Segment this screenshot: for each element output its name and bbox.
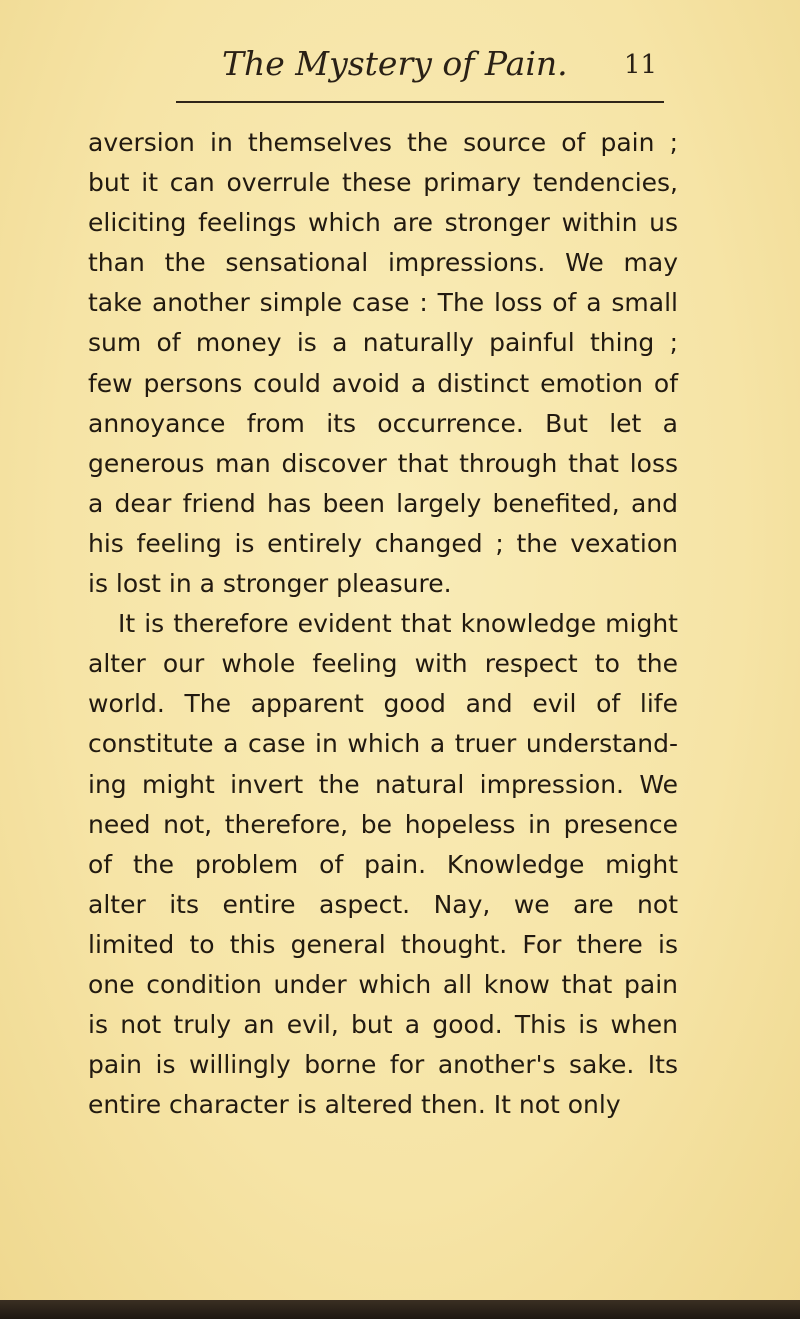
text-line: entire character is altered then. It not only <box>88 1090 621 1120</box>
text-line: generous man discover that through that loss <box>88 448 678 478</box>
text-line: is lost in a stronger pleasure. <box>88 569 452 599</box>
text-line: need not, therefore, be hopeless in presence <box>88 809 678 839</box>
text-line: but it can overrule these primary tendencies, <box>88 168 678 198</box>
page-header <box>0 44 800 94</box>
body-text <box>88 123 678 1125</box>
text-line: of the problem of pain. Knowledge might <box>88 849 678 879</box>
text-line: alter our whole feeling with respect to the <box>88 649 678 679</box>
text-line: annoyance from its occurrence. But let a <box>88 408 678 438</box>
text-line: his feeling is entirely changed ; the vexation <box>88 528 678 558</box>
text-line: world. The apparent good and evil of life <box>88 689 678 719</box>
header-rule <box>176 101 664 103</box>
text-line: limited to this general thought. For there is <box>88 929 678 959</box>
text-line: aversion in themselves the source of pain ; <box>88 128 678 157</box>
text-line: than the sensational impressions. We may <box>88 248 678 278</box>
text-line: take another simple case : The loss of a small <box>88 288 678 318</box>
text-line: It is therefore evident that knowledge might <box>118 609 678 639</box>
text-line: one condition under which all know that pain <box>88 969 678 999</box>
running-title: The Mystery of Pain. <box>222 44 568 83</box>
page-bottom-edge <box>0 1300 800 1319</box>
text-line: eliciting feelings which are stronger within us <box>88 208 678 238</box>
text-line: alter its entire aspect. Nay, we are not <box>88 889 678 919</box>
text-line: ing might invert the natural impression. We <box>88 769 678 799</box>
text-line: is not truly an evil, but a good. This is when <box>88 1010 678 1040</box>
text-line: pain is willingly borne for another's sake. Its <box>88 1050 678 1080</box>
text-line: constitute a case in which a truer understand- <box>88 729 678 759</box>
text-line: a dear friend has been largely benefited, and <box>88 488 678 518</box>
page-number: 11 <box>624 50 658 80</box>
text-line: sum of money is a naturally painful thing ; <box>88 328 678 358</box>
text-line: few persons could avoid a distinct emotion of <box>88 368 678 398</box>
